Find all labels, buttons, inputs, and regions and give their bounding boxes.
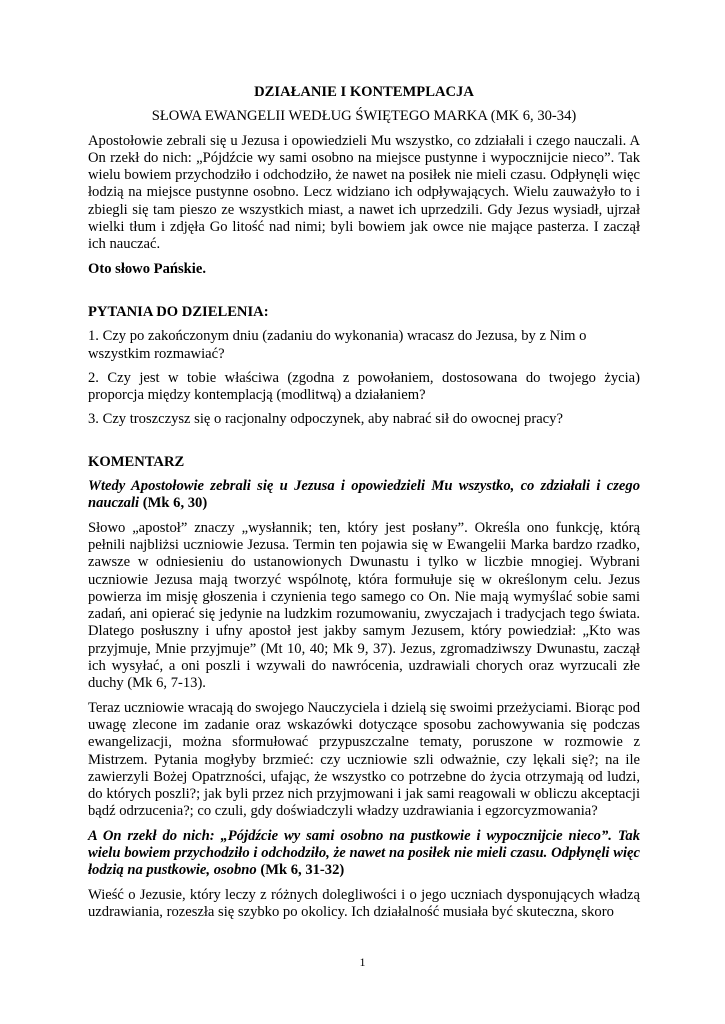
question-item: 2. Czy jest w tobie właściwa (zgodna z powołaniem, dostosowana do twojego życia) proporcja między kontemplacją (modlitwą) a działaniem? bbox=[88, 369, 640, 404]
quote-text: Wtedy Apostołowie zebrali się u Jezusa i opowiedzieli Mu wszystko, co zdziałali i czego nauczali bbox=[88, 478, 640, 512]
quote-reference: (Mk 6, 30) bbox=[139, 495, 208, 512]
questions-heading: PYTANIA DO DZIELENIA: bbox=[88, 303, 269, 320]
question-item: 1. Czy po zakończonym dniu (zadaniu do wykonania) wracasz do Jezusa, by z Nim o wszystkim rozmawiać? bbox=[88, 328, 587, 362]
question-item: 3. Czy troszczysz się o racjonalny odpoczynek, aby nabrać sił do owocnej pracy? bbox=[88, 411, 563, 428]
commentary-paragraph: Teraz uczniowie wracają do swojego Nauczyciela i dzielą się swoimi przeżyciami. Biorąc pod uwagę zlecone im zadanie oraz wskazówki dotyczące sposobu zachowywania się podczas ewangelizacji, można sformułować przypuszczalne tematy, poruszone w rozmowie z Mistrzem. Pytania mogłyby brzmieć: czy uczniowie szli odważnie, czy lękali się?; na ile zawierzyli Bożej Opatrzności, ufając, że wszystko co potrzebne do życia otrzymają od ludzi, do których poszli?; jak byli przez nich przyjmowani i jak sami reagowali w obliczu akceptacji bądź odrzucenia?; co czuli, gdy doświadczyli władzy uzdrawiania i egzorcyzmowania? bbox=[88, 699, 640, 820]
quote-reference: (Mk 6, 31-32) bbox=[256, 862, 345, 879]
commentary-paragraph: Wieść o Jezusie, który leczy z różnych dolegliwości i o jego uczniach dysponujących władzą uzdrawiania, rozeszła się szybko po okolicy. Ich działalność musiała być skuteczna, skoro bbox=[88, 886, 640, 920]
commentary-heading: KOMENTARZ bbox=[88, 453, 185, 470]
commentary-quote-1 bbox=[88, 478, 640, 513]
gospel-closing: Oto słowo Pańskie. bbox=[88, 260, 206, 277]
gospel-text: Apostołowie zebrali się u Jezusa i opowiedzieli Mu wszystko, co zdziałali i czego nauczali. A On rzekł do nich: „Pójdźcie wy sami osobno na miejsce pustynne i wypocznijcie nieco”. Tak wielu bowiem przychodziło i odchodziło, że nawet na posiłek nie mieli czasu. Odpłynęli więc łodzią na miejsce pustynne osobno. Lecz widziano ich odpływających. Wielu zauważyło to i zbiegli się tam pieszo ze wszystkich miast, a nawet ich uprzedzili. Gdy Jezus wysiadł, ujrzał wielki tłum i zdjęła Go litość nad nimi; byli bowiem jak owce nie mające pasterza. I zaczął ich nauczać. bbox=[88, 132, 640, 253]
commentary-paragraph: Słowo „apostoł” znaczy „wysłannik; ten, który jest posłany”. Określa ono funkcję, którą pełnili najbliżsi uczniowie Jezusa. Termin ten pojawia się w Ewangelii Marka bardzo rzadko, zawsze w odniesieniu do ustanowionych Dwunastu i tylko w liczbie mnogiej. Wybrani uczniowie Jezusa mają tworzyć wspólnotę, która formułuje się w określonym celu. Jezus powierza im misję głoszenia i czynienia tego samego co On. Nie mają wymyślać sobie sami zadań, ani opierać się jedynie na ludzkim rozumowaniu, zwyczajach i tradycjach tego świata. Dlatego posłuszny i ufny apostoł jest jakby samym Jezusem, który powiedział: „Kto was przyjmuje, Mnie przyjmuje” (Mt 10, 40; Mk 9, 37). Jezus, zgromadziwszy Dwunastu, zaczął ich wysyłać, a oni poszli i wzywali do nawrócenia, uzdrawiali chorych oraz wyrzucali złe duchy (Mk 6, 7-13). bbox=[88, 519, 640, 692]
quote-text: A On rzekł do nich: „Pójdźcie wy sami osobno na pustkowie i wypocznijcie nieco”. Tak wielu bowiem przychodziło i odchodziło, że nawet na posiłek nie mieli czasu. Odpłynęli więc łodzią na pustkowie, osobno bbox=[88, 827, 640, 879]
document-title: DZIAŁANIE I KONTEMPLACJA bbox=[254, 84, 474, 100]
page-number: 1 bbox=[359, 955, 366, 969]
document-page bbox=[88, 84, 640, 921]
gospel-heading: SŁOWA EWANGELII WEDŁUG ŚWIĘTEGO MARKA (MK 6, 30-34) bbox=[151, 108, 577, 125]
commentary-quote-2 bbox=[88, 828, 640, 880]
